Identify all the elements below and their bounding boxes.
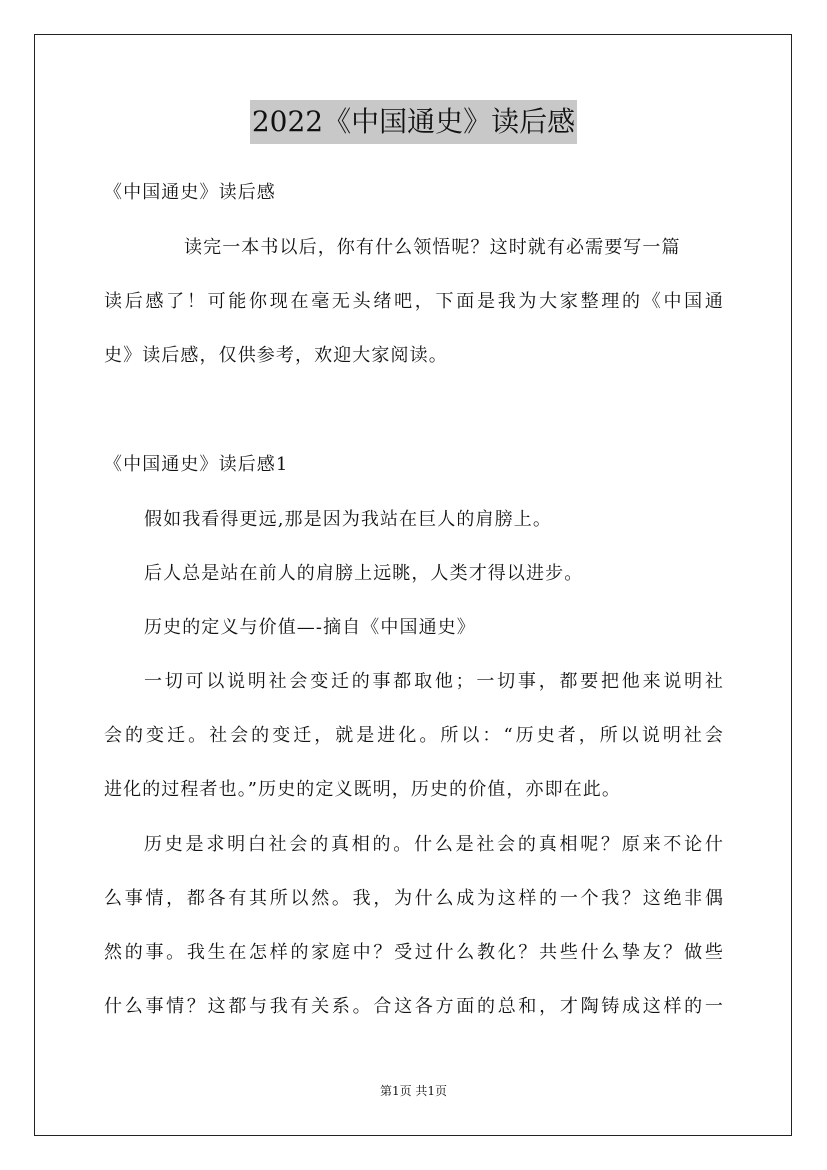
intro-line: 读后感了！可能你现在毫无头绪吧，下面是我为大家整理的《中国通	[104, 291, 724, 312]
paragraph-line: 历史是求明白社会的真相的。什么是社会的真相呢？原来不论什	[144, 834, 724, 855]
intro-line: 读完一本书以后，你有什么领悟呢？这时就有必需要写一篇	[184, 237, 681, 258]
paragraph: 假如我看得更远,那是因为我站在巨人的肩膀上。	[144, 509, 552, 530]
page-number: 第1页 共1页	[379, 1084, 448, 1098]
paragraph: 后人总是站在前人的肩膀上远眺，人类才得以进步。	[144, 563, 584, 584]
subheading: 《中国通史》读后感	[104, 182, 276, 203]
paragraph-line: 进化的过程者也。”历史的定义既明，历史的价值，亦即在此。	[104, 779, 621, 800]
intro-line: 史》读后感，仅供参考，欢迎大家阅读。	[104, 345, 448, 366]
document-title: 2022《中国通史》读后感	[250, 100, 577, 144]
paragraph-line: 么事情，都各有其所以然。我，为什么成为这样的一个我？这绝非偶	[104, 888, 724, 909]
subheading: 《中国通史》读后感1	[104, 454, 289, 475]
title-container	[0, 100, 827, 144]
paragraph-line: 会的变迁。社会的变迁，就是进化。所以：“历史者，所以说明社会	[104, 725, 724, 746]
paragraph-line: 什么事情？这都与我有关系。合这各方面的总和，才陶铸成这样的一	[104, 996, 724, 1017]
paragraph-line: 一切可以说明社会变迁的事都取他；一切事，都要把他来说明社	[144, 671, 724, 692]
paragraph-line: 然的事。我生在怎样的家庭中？受过什么教化？共些什么挚友？做些	[104, 942, 724, 963]
paragraph: 历史的定义与价值—-摘自《中国通史》	[144, 617, 476, 638]
